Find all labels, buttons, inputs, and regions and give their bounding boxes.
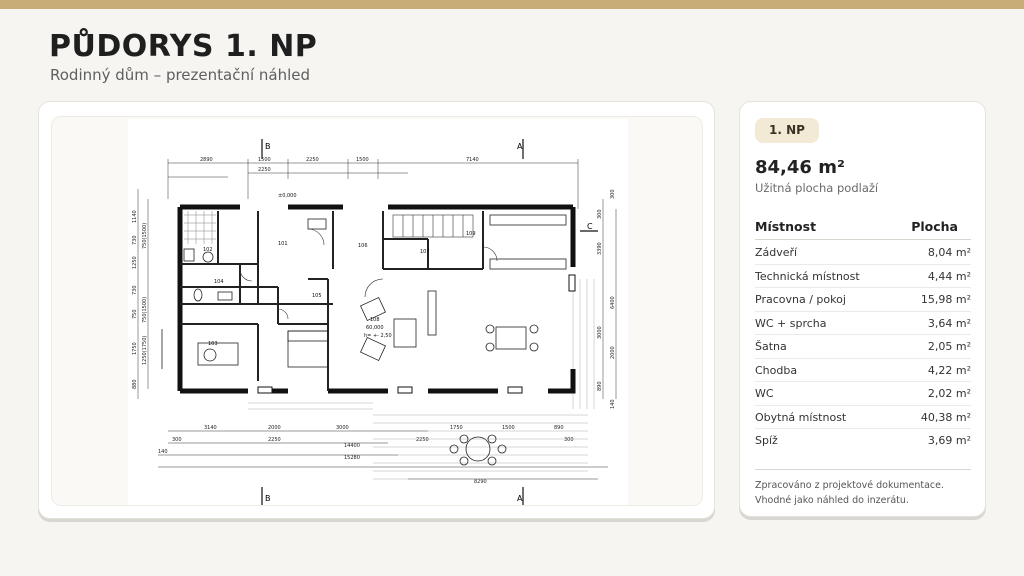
room-area: 2,02 m²: [927, 387, 971, 400]
room-area: 2,05 m²: [927, 340, 971, 353]
svg-text:140: 140: [610, 399, 616, 409]
room-name: Spíž: [755, 434, 778, 447]
svg-text:102: 102: [203, 247, 213, 253]
svg-text:2890: 2890: [200, 157, 213, 163]
svg-text:1500: 1500: [502, 425, 515, 431]
table-row: [755, 265, 971, 289]
section-mark-b-bottom: [262, 487, 271, 505]
section-mark-a-top: [517, 139, 523, 159]
svg-text:3000: 3000: [597, 326, 603, 339]
room-area: 3,64 m²: [927, 316, 971, 330]
svg-text:890: 890: [597, 381, 603, 391]
floor-badge: 1. NP: [755, 118, 819, 143]
page-title: PŮDORYS 1. NP: [49, 29, 318, 64]
table-row: [755, 335, 971, 359]
room-area: 4,44 m²: [927, 269, 971, 283]
svg-text:1500: 1500: [258, 157, 271, 163]
rooms-table-header: [755, 219, 972, 237]
svg-text:A: A: [517, 142, 523, 151]
table-row: [755, 241, 971, 265]
svg-text:2250: 2250: [416, 437, 429, 443]
svg-text:105: 105: [312, 293, 322, 299]
svg-text:750(1500): 750(1500): [142, 222, 148, 249]
column-header-room: Místnost: [755, 219, 817, 234]
footnote-line-1: Zpracováno z projektové dokumentace.: [755, 480, 944, 491]
svg-text:2000: 2000: [610, 346, 616, 359]
table-row: [755, 429, 971, 453]
floor-plan-frame: [51, 116, 703, 506]
room-area: 15,98 m²: [920, 293, 971, 306]
column-header-area: Plocha: [911, 219, 958, 234]
top-accent-bar: [0, 0, 1024, 9]
svg-text:106: 106: [358, 243, 368, 249]
svg-text:B: B: [265, 494, 271, 503]
svg-text:109: 109: [466, 231, 476, 237]
svg-text:1140: 1140: [132, 210, 138, 223]
svg-text:1750: 1750: [450, 425, 463, 431]
room-name: Šatna: [755, 340, 787, 353]
svg-text:15280: 15280: [344, 455, 360, 461]
svg-text:8290: 8290: [474, 479, 487, 485]
svg-text:3390: 3390: [597, 242, 603, 255]
svg-text:2250: 2250: [258, 167, 271, 173]
svg-text:300: 300: [172, 437, 182, 443]
svg-text:103: 103: [208, 341, 218, 347]
floor-plan-drawing: [128, 119, 628, 505]
room-area: 4,22 m²: [927, 363, 971, 377]
svg-text:C: C: [587, 222, 593, 231]
svg-text:3000: 3000: [336, 425, 349, 431]
svg-text:108: 108: [370, 317, 380, 323]
svg-text:7140: 7140: [466, 157, 479, 163]
table-row: [755, 359, 971, 383]
svg-text:h= +- 2,50: h= +- 2,50: [364, 333, 392, 339]
floor-plan-card: [38, 101, 715, 519]
svg-text:6400: 6400: [610, 296, 616, 309]
room-area: 40,38 m²: [920, 410, 971, 424]
svg-text:±0,000: ±0,000: [278, 193, 297, 199]
room-name: WC: [755, 387, 774, 400]
svg-text:1500: 1500: [356, 157, 369, 163]
floor-info-card: [739, 101, 986, 517]
svg-text:750(1500): 750(1500): [142, 296, 148, 323]
svg-text:A: A: [517, 494, 523, 503]
room-name: Chodba: [755, 363, 798, 377]
svg-text:730: 730: [132, 285, 138, 295]
svg-text:300: 300: [610, 189, 616, 199]
room-name: Obytná místnost: [755, 410, 847, 424]
svg-text:140: 140: [158, 449, 168, 455]
svg-text:2250: 2250: [306, 157, 319, 163]
room-name: Pracovna / pokoj: [755, 293, 846, 306]
svg-text:750: 750: [132, 309, 138, 319]
svg-text:1750: 1750: [132, 342, 138, 355]
room-name: WC + sprcha: [755, 316, 827, 330]
room-name: Technická místnost: [755, 269, 860, 283]
table-row: [755, 312, 971, 336]
svg-text:107: 107: [420, 249, 430, 255]
page-subtitle: Rodinný dům – prezentační náhled: [50, 66, 311, 84]
svg-text:3140: 3140: [204, 425, 217, 431]
section-mark-c: [580, 222, 598, 231]
svg-text:B: B: [265, 142, 271, 151]
table-row: [755, 288, 971, 312]
svg-text:2000: 2000: [268, 425, 281, 431]
total-area-value: 84,46 m²: [755, 157, 845, 178]
svg-text:60,000: 60,000: [366, 325, 384, 331]
footnote: [755, 478, 975, 508]
svg-text:300: 300: [564, 437, 574, 443]
svg-text:104: 104: [214, 279, 224, 285]
svg-text:890: 890: [554, 425, 564, 431]
svg-text:730: 730: [132, 235, 138, 245]
room-area: 3,69 m²: [927, 434, 971, 447]
svg-text:880: 880: [132, 379, 138, 389]
svg-text:14400: 14400: [344, 443, 360, 449]
footnote-divider: [755, 469, 971, 470]
section-mark-b-top: [262, 139, 271, 159]
room-name: Zádveří: [755, 246, 798, 259]
table-row: [755, 406, 971, 430]
svg-text:300: 300: [597, 209, 603, 219]
rooms-header-divider: [755, 239, 971, 240]
svg-text:1250: 1250: [132, 256, 138, 269]
section-mark-a-bottom: [517, 487, 523, 505]
rooms-table: [755, 241, 971, 453]
table-row: [755, 382, 971, 406]
svg-text:2250: 2250: [268, 437, 281, 443]
total-area-label: Užitná plocha podlaží: [755, 181, 879, 195]
room-area: 8,04 m²: [927, 246, 971, 259]
svg-text:101: 101: [278, 241, 288, 247]
footnote-line-2: Vhodné jako náhled do inzerátu.: [755, 495, 909, 506]
svg-text:1250(1750): 1250(1750): [142, 335, 148, 365]
